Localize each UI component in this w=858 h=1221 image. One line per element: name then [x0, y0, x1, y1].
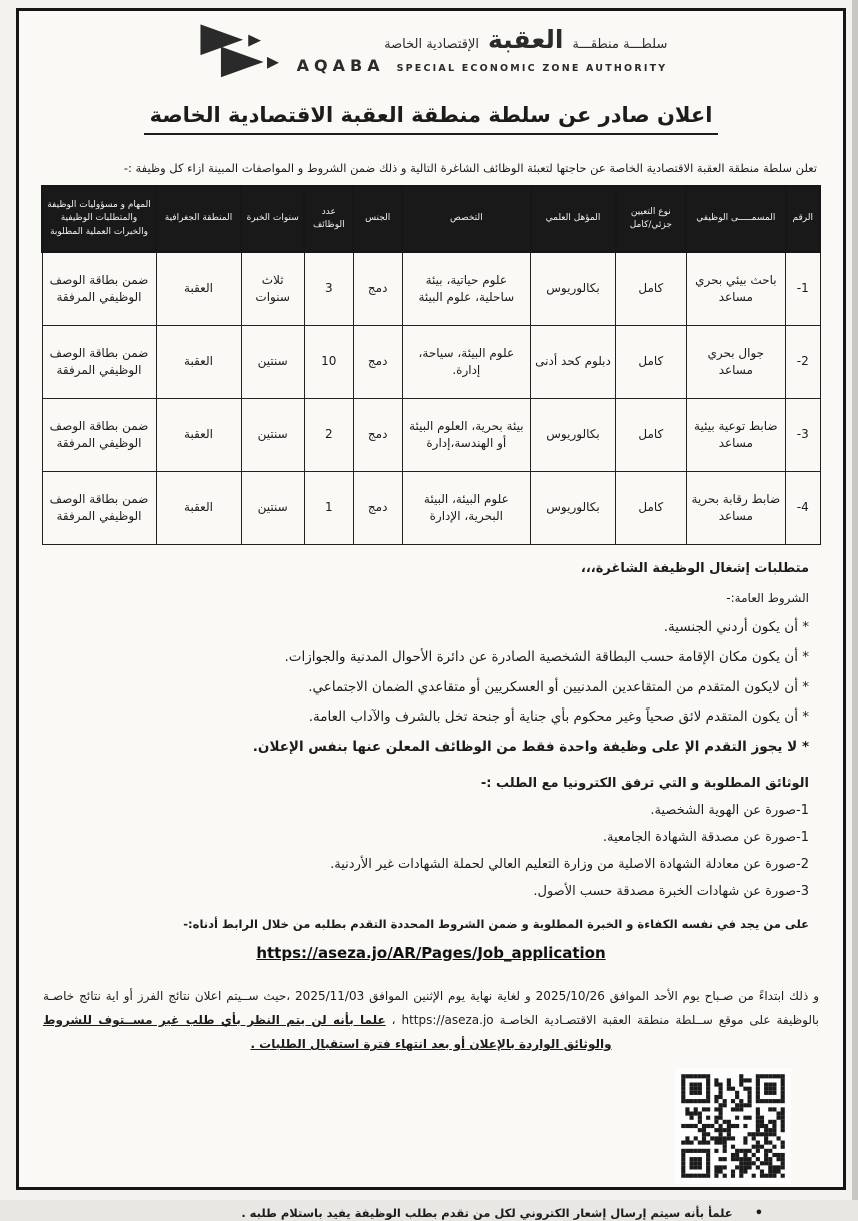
- qr-row: [41, 1068, 821, 1184]
- table-cell: كامل: [616, 399, 687, 472]
- column-header: التخصص: [402, 186, 530, 252]
- table-cell: ضمن بطاقة الوصف الوظيفي المرفقة: [42, 252, 156, 326]
- table-row: [42, 472, 820, 545]
- table-cell: سنتين: [241, 472, 304, 545]
- requirements-heading: متطلبات إشغال الوظيفة الشاغرة،،،: [580, 561, 809, 577]
- documents-list: [41, 803, 821, 899]
- closing-paragraph: [43, 984, 819, 1056]
- table-cell: جوال بحري مساعد: [686, 326, 785, 399]
- intro-paragraph: تعلن سلطة منطقة العقبة الاقتصادية الخاصة عن حاجتها لتعبئة الوظائف الشاغرة التالية و ذلك ضمن الشروط و المواصفات المبينة ازاء كل وظيفة :-: [123, 161, 817, 176]
- column-header: المسمـــــى الوظيفي: [686, 186, 785, 252]
- logo-english-subtitle: SPECIAL ECONOMIC ZONE AUTHORITY: [396, 63, 668, 74]
- table-cell: علوم البيئة، سياحة، إدارة.: [402, 326, 530, 399]
- table-cell: 3: [304, 252, 353, 326]
- logo-english-brand: AQABA: [296, 56, 385, 75]
- table-cell: دمج: [353, 252, 402, 326]
- table-cell: العقبة: [156, 472, 241, 545]
- jobs-table: [41, 185, 821, 545]
- column-header: عدد الوظائف: [304, 186, 353, 252]
- bullet-icon: •: [754, 1206, 763, 1221]
- table-cell: دمج: [353, 326, 402, 399]
- table-cell: -3: [786, 399, 820, 472]
- logo-arabic-suffix: الإقتصادية الخاصة: [384, 37, 479, 52]
- table-cell: 1: [304, 472, 353, 545]
- table-row: [42, 252, 820, 326]
- closing-text: و ذلك ابتداءً من صـباح يوم الأحد الموافق 2025/10/26 و لغاية نهاية يوم الإثنين الموافق 2025/11/03 ،حيث ســيتم اعلان نتائج الفرز أو اية نتائج خاصـة بالوظيفة على موقع ســلطة منطقة العقبة الاقتصـادية الخاصـة https://aseza.jo ،: [43, 989, 819, 1028]
- header: [41, 21, 821, 79]
- table-cell: ضمن بطاقة الوصف الوظيفي المرفقة: [42, 472, 156, 545]
- table-cell: كامل: [616, 326, 687, 399]
- footer-note-text: علمأ بأنه سيتم إرسال إشعار الكتروني لكل من تقدم بطلب الوظيفة يفيد باستلام طلبه .: [241, 1206, 733, 1221]
- jobs-table-head-row: [42, 186, 820, 252]
- column-header: المؤهل العلمي: [531, 186, 616, 252]
- condition-item: * أن لايكون المتقدم من المتقاعدين المدنيين أو العسكريين أو متقاعدي الضمان الاجتماعي.: [308, 679, 809, 696]
- apply-link-row: [41, 943, 821, 962]
- document-frame: [16, 8, 846, 1221]
- table-cell: بيئة بحرية، العلوم البيئة أو الهندسة،إدارة: [402, 399, 530, 472]
- logo-arabic-line: [297, 25, 668, 54]
- table-cell: 2: [304, 399, 353, 472]
- table-cell: ضمن بطاقة الوصف الوظيفي المرفقة: [42, 399, 156, 472]
- column-header: المهام و مسؤوليات الوظيفة والمتطلبات الوظيفية والخبرات العملية المطلوبة: [42, 186, 156, 252]
- title-row: [41, 89, 821, 149]
- table-cell: بكالوريوس: [531, 252, 616, 326]
- page-title: اعلان صادر عن سلطة منطقة العقبة الاقتصادية الخاصة: [144, 103, 719, 135]
- document-item: 3-صورة عن شهادات الخبرة مصدقة حسب الأصول.: [533, 884, 809, 900]
- table-cell: العقبة: [156, 399, 241, 472]
- column-header: سنوات الخبرة: [241, 186, 304, 252]
- table-cell: سنتين: [241, 399, 304, 472]
- table-cell: كامل: [616, 472, 687, 545]
- table-cell: -4: [786, 472, 820, 545]
- logo-text: [297, 25, 668, 75]
- table-cell: باحث بيئي بحري مساعد: [686, 252, 785, 326]
- documents-heading: الوثائق المطلوبة و التي ترفق الكترونيا مع الطلب :-: [480, 776, 809, 792]
- logo-english-line: [297, 56, 668, 75]
- document-item: 1-صورة عن الهوية الشخصية.: [650, 803, 809, 819]
- condition-item: * أن يكون مكان الإقامة حسب البطاقة الشخصية الصادرة عن دائرة الأحوال المدنية والجوازات.: [284, 649, 809, 666]
- job-application-link[interactable]: https://aseza.jo/AR/Pages/Job_application: [256, 944, 606, 963]
- column-header: نوع التعيين جزئي/كامل: [616, 186, 687, 252]
- table-cell: دمج: [353, 399, 402, 472]
- table-cell: كامل: [616, 252, 687, 326]
- document-item: 2-صورة عن معادلة الشهادة الاصلية من وزارة التعليم العالي لحملة الشهادات غير الأردنية.: [330, 857, 809, 873]
- table-cell: علوم البيئة، البيئة البحرية، الإدارة: [402, 472, 530, 545]
- table-cell: 10: [304, 326, 353, 399]
- jobs-table-body: [42, 252, 820, 545]
- table-cell: -1: [786, 252, 820, 326]
- general-conditions-heading: الشروط العامة:-: [726, 591, 809, 606]
- column-header: المنطقة الجغرافية: [156, 186, 241, 252]
- table-cell: العقبة: [156, 326, 241, 399]
- column-header: الجنس: [353, 186, 402, 252]
- closing-warning-underlined: علما بأنه لن يتم النظر بأي طلب غير مســتوف للشروط والوثائق الواردة بالإعلان أو بعد انتهاء فترة استقبال الطلبات .: [43, 1013, 612, 1052]
- table-cell: دبلوم كحد أدنى: [531, 326, 616, 399]
- condition-item: * أن يكون أردني الجنسية.: [663, 619, 809, 636]
- apply-instruction: على من يجد في نفسه الكفاءة و الخبرة المطلوبة و ضمن الشروط المحددة التقدم بطلبه من خلال الرابط أدناه:-: [183, 917, 809, 932]
- table-cell: ضمن بطاقة الوصف الوظيفي المرفقة: [42, 326, 156, 399]
- table-cell: بكالوريوس: [531, 399, 616, 472]
- qr-code: [675, 1068, 791, 1184]
- table-cell: علوم حياتية، بيئة ساحلية، علوم البيئة: [402, 252, 530, 326]
- conditions-list: [41, 619, 821, 755]
- table-row: [42, 326, 820, 399]
- logo-arabic-brand: العقبة: [487, 25, 564, 54]
- table-cell: سنتين: [241, 326, 304, 399]
- footer-note: [41, 1206, 821, 1221]
- table-cell: دمج: [353, 472, 402, 545]
- column-header: الرقم: [786, 186, 820, 252]
- table-cell: -2: [786, 326, 820, 399]
- condition-item: * أن يكون المتقدم لائق صحياً وغير محكوم بأي جناية أو جنحة تخل بالشرف والآداب العامة.: [308, 709, 809, 726]
- table-cell: ثلاث سنوات: [241, 252, 304, 326]
- table-cell: ضابط رقابة بحرية مساعد: [686, 472, 785, 545]
- table-cell: العقبة: [156, 252, 241, 326]
- condition-item: * لا يجوز التقدم الإ على وظيفة واحدة فقط من الوظائف المعلن عنها بنفس الإعلان.: [252, 739, 809, 756]
- table-cell: بكالوريوس: [531, 472, 616, 545]
- document-item: 1-صورة عن مصدقة الشهادة الجامعية.: [602, 830, 809, 846]
- table-row: [42, 399, 820, 472]
- table-cell: ضابط توعية بيئية مساعد: [686, 399, 785, 472]
- logo-arabic-prefix: سلطـــة منطقـــة: [572, 37, 668, 52]
- aseza-logo-icon: [195, 21, 281, 79]
